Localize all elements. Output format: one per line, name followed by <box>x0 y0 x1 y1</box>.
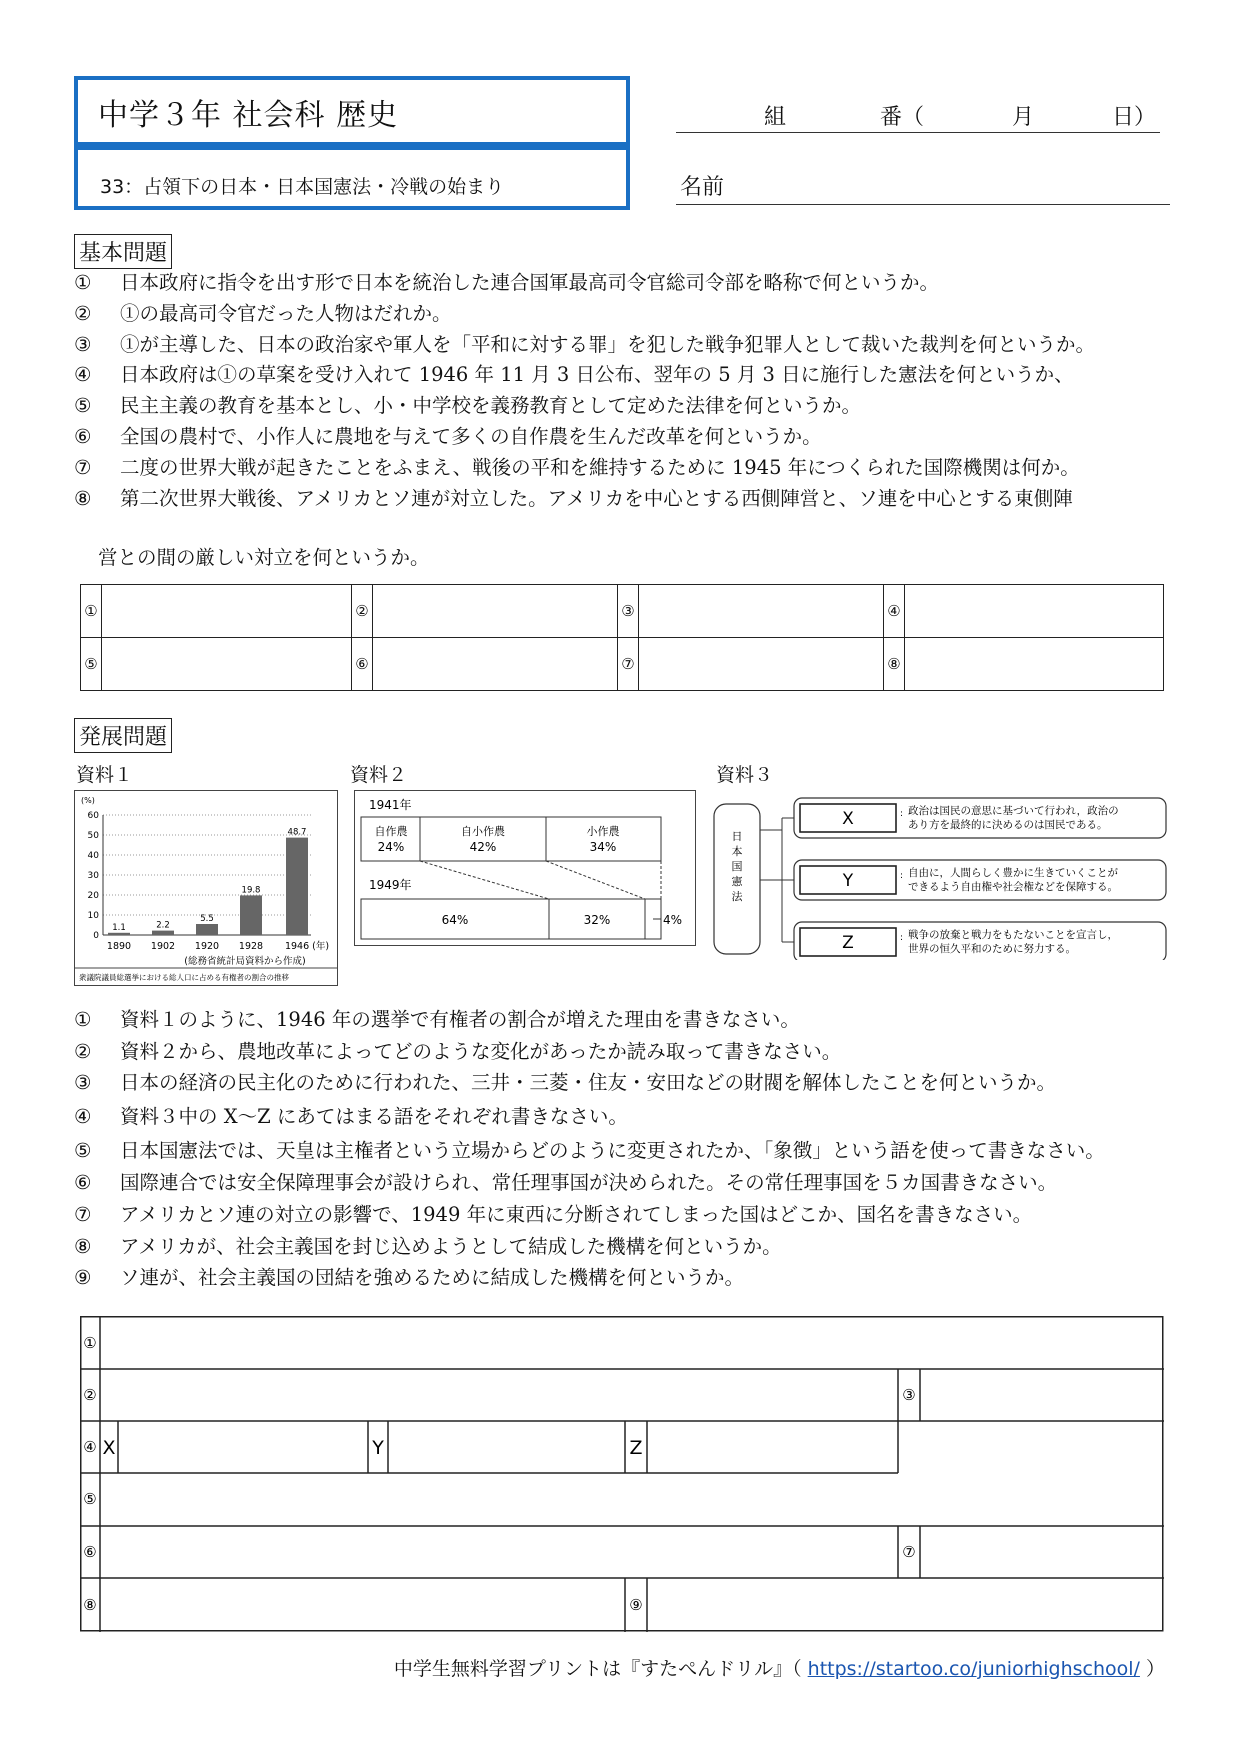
chart-unit: (%) <box>81 796 95 805</box>
question-text: 日本の経済の民主化のために行われた、三井・三菱・住友・安田などの財閥を解体したことを何というか。 <box>120 1071 1057 1094</box>
principle-colon: : <box>900 871 904 881</box>
basic-question <box>74 301 452 327</box>
question-text: 民主主義の教育を基本とし、小・中学校を義務教育として定めた法律を何というか。 <box>120 394 862 417</box>
y-tick-label: 30 <box>87 871 99 881</box>
advanced-question <box>74 1234 782 1260</box>
principle-text: できるよう自由権や社会権などを保障する。 <box>908 881 1118 893</box>
answer-num: ④ <box>884 585 905 638</box>
question-number: ① <box>74 271 92 294</box>
question-number: ⑧ <box>74 487 92 510</box>
bar-value-label: 5.5 <box>200 914 214 924</box>
bar <box>152 931 174 935</box>
principle-key: Y <box>842 871 854 891</box>
answer-cell-6[interactable] <box>373 638 618 691</box>
question-text: 二度の世界大戦が起きたことをふまえ、戦後の平和を維持するために 1945 年につくられた国際機関は何か。 <box>120 456 1080 479</box>
question-number: ⑥ <box>74 425 92 448</box>
answer-num: ④ <box>83 1438 97 1456</box>
y-tick-label: 40 <box>87 851 99 861</box>
advanced-question <box>74 1104 628 1130</box>
answer-num: ⑥ <box>83 1543 97 1561</box>
answer-num: ⑤ <box>81 638 102 691</box>
question-number: ① <box>74 1008 92 1031</box>
question-number: ② <box>74 302 92 325</box>
question-number: ⑦ <box>74 456 92 479</box>
answer-cell-1[interactable] <box>102 585 352 638</box>
answer-num: ① <box>83 1334 97 1352</box>
farm-pct-1949: 64% <box>441 913 469 927</box>
farm-type-1941: 自小作農 <box>461 825 505 838</box>
answer-key-z: Z <box>629 1437 643 1459</box>
answer-num: ③ <box>902 1386 916 1404</box>
principle-colon: : <box>900 809 904 819</box>
advanced-question <box>74 1039 841 1065</box>
bar <box>108 933 130 935</box>
principle-text: あり方を最終的に決めるのは国民である。 <box>908 819 1108 831</box>
question-text: 資料１のように、1946 年の選挙で有権者の割合が増えた理由を書きなさい。 <box>120 1008 800 1031</box>
class-ban: 番（ <box>880 105 925 130</box>
title-box <box>74 76 630 142</box>
y-tick-label: 10 <box>87 911 99 921</box>
answer-num: ⑦ <box>902 1543 916 1561</box>
question-number: ③ <box>74 1071 92 1094</box>
basic-question <box>74 424 822 450</box>
answer-num: ⑧ <box>83 1596 97 1614</box>
bar-value-label: 2.2 <box>156 920 170 931</box>
basic-question <box>74 362 1074 388</box>
principle-text: 政治は国民の意思に基づいて行われ，政治の <box>908 805 1119 817</box>
advanced-question <box>74 1265 744 1291</box>
page-subtitle: 33：占領下の日本・日本国憲法・冷戦の始まり <box>100 176 505 198</box>
class-line <box>676 96 1160 133</box>
answer-cell-8[interactable] <box>905 638 1164 691</box>
principle-text: 戦争の放棄と戦力をもたないことを宣言し， <box>908 929 1118 941</box>
answer-num: ② <box>352 585 373 638</box>
class-day: 日） <box>1112 105 1157 130</box>
question-number: ② <box>74 1040 92 1063</box>
y-tick-label: 0 <box>93 931 99 941</box>
footer-close: ） <box>1145 1658 1165 1680</box>
farm-pct-1941: 24% <box>377 840 405 854</box>
answer-cell-4[interactable] <box>905 585 1164 638</box>
principle-key: X <box>842 809 854 829</box>
answer-num: ⑥ <box>352 638 373 691</box>
question-text: アメリカが、社会主義国を封じ込めようとして結成した機構を何というか。 <box>120 1235 782 1258</box>
class-month: 月 <box>1012 105 1035 130</box>
question-number: ⑥ <box>74 1171 92 1194</box>
farm-type-1941: 小作農 <box>586 825 620 838</box>
bar-value-label: 1.1 <box>112 922 126 933</box>
basic-question <box>74 455 1080 481</box>
question-text: ①が主導した、日本の政治家や軍人を「平和に対する罪」を犯した戦争犯罪人として裁いた裁判を何というか。 <box>120 333 1096 356</box>
question-text: ①の最高司令官だった人物はだれか。 <box>120 302 452 325</box>
question-number: ⑧ <box>74 1235 92 1258</box>
year-1941: 1941年 <box>369 798 412 812</box>
material-2-svg <box>355 791 695 945</box>
page-title: 中学３年 社会科 歴史 <box>98 98 399 133</box>
question-text: ソ連が、社会主義国の団結を強めるために結成した機構を何というか。 <box>120 1266 745 1289</box>
answer-num: ⑦ <box>618 638 639 691</box>
basic-question <box>74 393 861 419</box>
advanced-question <box>74 1070 1056 1096</box>
answer-num: ⑨ <box>629 1596 643 1614</box>
advanced-answer-grid <box>80 1316 1164 1632</box>
material-2-diagram <box>354 790 696 946</box>
x-tick-label: 1890 <box>106 941 132 952</box>
question-text: 資料３中の X～Z にあてはまる語をそれぞれ書きなさい。 <box>120 1105 628 1128</box>
advanced-question <box>74 1202 1032 1228</box>
footer <box>394 1654 1165 1681</box>
farm-pct-1941: 42% <box>469 840 497 854</box>
class-kumi: 組 <box>764 105 787 130</box>
answer-cell-5[interactable] <box>102 638 352 691</box>
constitution-root-label: 日本国憲法 <box>731 830 743 903</box>
x-tick-label: 1928 <box>238 941 264 952</box>
material-3-svg <box>712 790 1168 960</box>
answer-num: ③ <box>618 585 639 638</box>
question-text: 資料２から、農地改革によってどのような変化があったか読み取って書きなさい。 <box>120 1040 842 1063</box>
material-1-label: 資料１ <box>76 764 134 786</box>
answer-key-x: X <box>102 1437 116 1459</box>
question-number: ⑨ <box>74 1266 92 1289</box>
bar <box>240 895 262 935</box>
x-tick-label: 1902 <box>150 941 176 952</box>
principle-text: 自由に，人間らしく豊かに生きていくことが <box>908 867 1118 879</box>
answer-num: ① <box>81 585 102 638</box>
answer-num: ② <box>83 1386 97 1404</box>
advanced-section-label: 発展問題 <box>74 718 172 753</box>
answer-cell-3[interactable] <box>639 585 884 638</box>
question-text: アメリカとソ連の対立の影響で、1949 年に東西に分断されてしまった国はどこか、国名を書きなさい。 <box>120 1203 1033 1226</box>
name-line[interactable] <box>676 170 1170 205</box>
y-tick-label: 50 <box>87 831 99 841</box>
material-3-diagram <box>712 790 1168 960</box>
farm-pct-1941: 34% <box>589 840 617 854</box>
basic-section-label: 基本問題 <box>74 234 172 269</box>
answer-num: ⑧ <box>884 638 905 691</box>
advanced-question <box>74 1170 1057 1196</box>
farm-type-1941: 自作農 <box>374 825 408 838</box>
answer-cell-7[interactable] <box>639 638 884 691</box>
material-3-label: 資料３ <box>716 764 774 786</box>
footer-link[interactable]: https://startoo.co/juniorhighschool/ <box>807 1658 1140 1680</box>
advanced-question <box>74 1007 800 1033</box>
bar <box>196 924 218 935</box>
footer-text: 中学生無料学習プリントは『すたぺんドリル』（ <box>393 1658 802 1680</box>
material-1-svg <box>75 791 337 985</box>
question-number: ⑦ <box>74 1203 92 1226</box>
year-1949: 1949年 <box>369 878 412 892</box>
farm-pct-1949: 32% <box>583 913 611 927</box>
y-tick-label: 20 <box>87 891 99 901</box>
principle-text: 世界の恒久平和のために努力する。 <box>908 943 1076 955</box>
basic-q8-continuation: 営との間の厳しい対立を何というか。 <box>98 546 430 569</box>
principle-key: Z <box>842 933 854 953</box>
basic-question <box>74 486 1073 512</box>
basic-question <box>74 270 939 296</box>
material-1-chart <box>74 790 338 986</box>
question-text: 第二次世界大戦後、アメリカとソ連が対立した。アメリカを中心とする西側陣営と、ソ連を中心とする東側陣 <box>120 487 1073 510</box>
subtitle-box <box>74 146 630 210</box>
answer-cell-2[interactable] <box>373 585 618 638</box>
chart-source: (総務省統計局資料から作成) <box>184 956 306 967</box>
advanced-answer-svg <box>80 1316 1164 1632</box>
name-label: 名前 <box>680 175 725 200</box>
bar <box>286 838 308 935</box>
question-number: ④ <box>74 363 92 386</box>
farm-pct-1949: 4% <box>663 913 683 927</box>
question-number: ⑤ <box>74 394 92 417</box>
material-2-label: 資料２ <box>350 764 408 786</box>
question-number: ④ <box>74 1105 92 1128</box>
x-tick-label: 1920 <box>194 941 220 952</box>
basic-answer-table <box>80 584 1164 691</box>
question-number: ⑤ <box>74 1139 92 1162</box>
question-text: 国際連合では安全保障理事会が設けられ、常任理事国が決められた。その常任理事国を５カ国書きなさい。 <box>120 1171 1058 1194</box>
principle-colon: : <box>900 933 904 943</box>
question-text: 日本国憲法では、天皇は主権者という立場からどのように変更されたか、「象徴」という語を使って書きなさい。 <box>120 1139 1105 1162</box>
basic-question <box>74 332 1095 358</box>
answer-key-y: Y <box>372 1437 384 1459</box>
question-text: 全国の農村で、小作人に農地を与えて多くの自作農を生んだ改革を何というか。 <box>120 425 822 448</box>
chart-caption: 衆議院議員総選挙における総人口に占める有権者の割合の推移 <box>79 973 289 982</box>
question-text: 日本政府は①の草案を受け入れて 1946 年 11 月 3 日公布、翌年の 5 月 3 日に施行した憲法を何というか、 <box>120 363 1074 386</box>
y-tick-label: 60 <box>87 811 99 821</box>
question-number: ③ <box>74 333 92 356</box>
advanced-question <box>74 1138 1105 1164</box>
x-tick-label: 1946 (年) <box>284 941 330 952</box>
bar-value-label: 48.7 <box>287 827 307 838</box>
bar-value-label: 19.8 <box>241 885 261 896</box>
answer-num: ⑤ <box>83 1490 97 1508</box>
question-text: 日本政府に指令を出す形で日本を統治した連合国軍最高司令官総司令部を略称で何というか。 <box>120 271 940 294</box>
